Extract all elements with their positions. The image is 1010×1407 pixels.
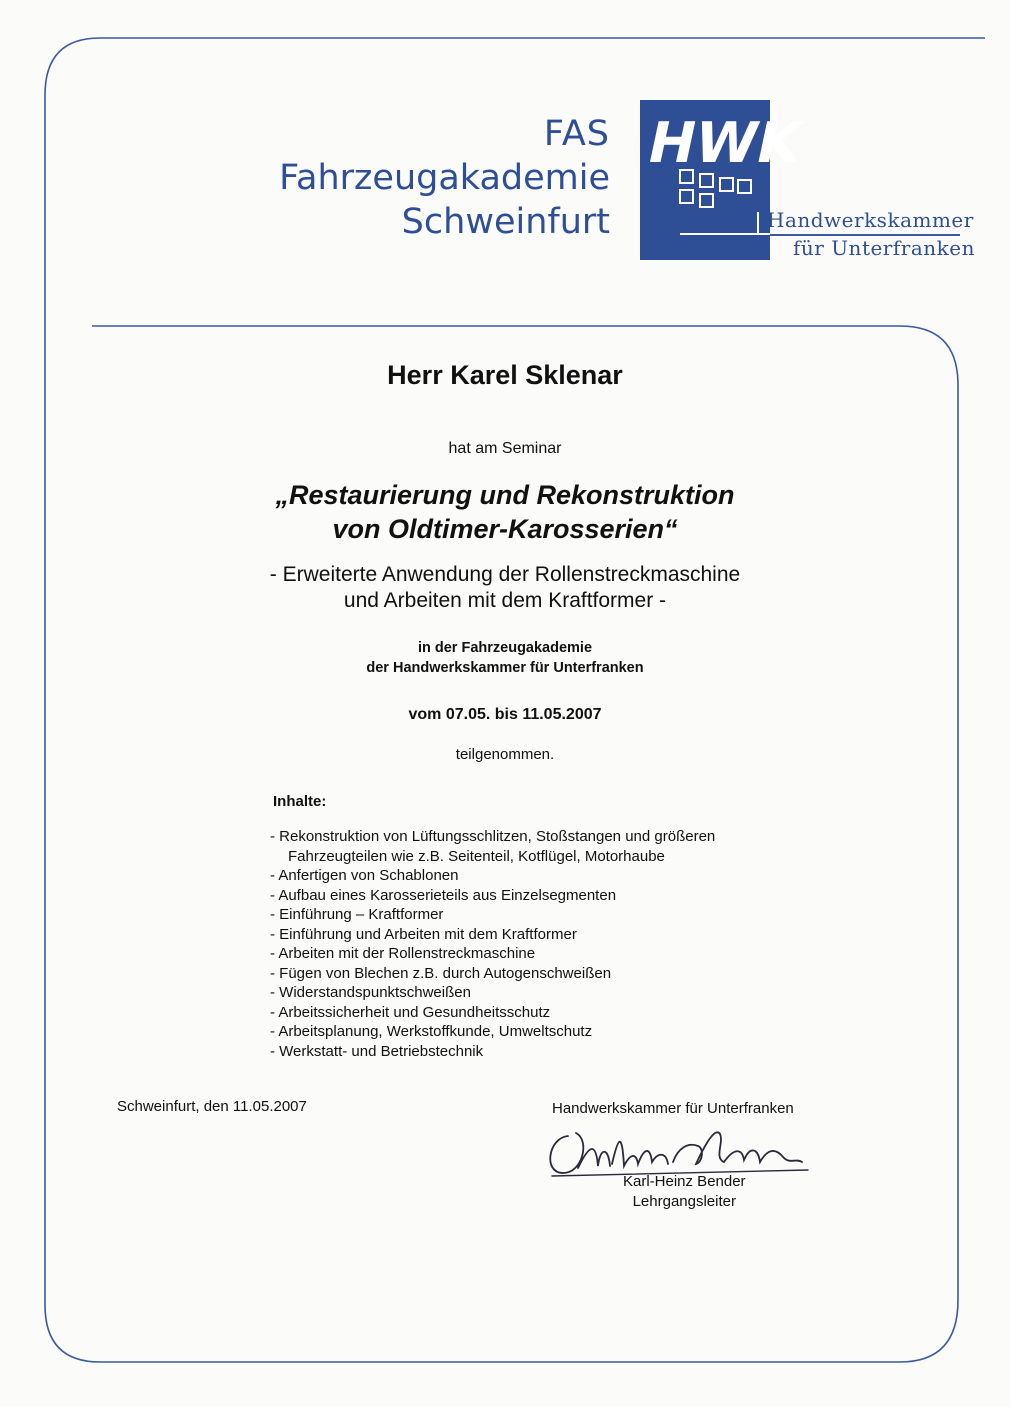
seminar-title (0, 478, 1010, 546)
list-item: - Einführung und Arbeiten mit dem Kraftformer (270, 925, 577, 943)
hwk-logo (640, 100, 808, 260)
list-item: - Fügen von Blechen z.B. durch Autogenschweißen (270, 964, 612, 982)
recipient-name: Herr Karel Sklenar (387, 360, 623, 390)
participated-text: teilgenommen. (455, 746, 555, 763)
contents-list (270, 827, 715, 1061)
list-item: - Anfertigen von Schablonen (270, 867, 459, 884)
signer-block (623, 1172, 746, 1212)
hwk-name-line2: für Unterfranken (793, 236, 975, 260)
seminar-dates: vom 07.05. bis 11.05.2007 (408, 706, 602, 723)
list-item: - Arbeiten mit der Rollenstreckmaschine (270, 945, 536, 962)
seminar-subtitle (0, 562, 1010, 614)
list-item: - Aufbau eines Karosserieteils aus Einzelsegmenten (270, 886, 617, 904)
list-item: - Arbeitsplanung, Werkstoffkunde, Umweltschutz (270, 1023, 593, 1040)
logo-letters: HWK (641, 110, 808, 176)
fas-name-line2: Schweinfurt (401, 202, 610, 242)
fas-name-line1: Fahrzeugakademie (279, 158, 610, 198)
contents-heading: Inhalte: (273, 793, 327, 810)
fas-abbreviation: FAS (543, 114, 610, 154)
list-item: - Werkstatt- und Betriebstechnik (270, 1042, 484, 1060)
list-item: Fahrzeugteilen wie z.B. Seitenteil, Kotflügel, Motorhaube (288, 847, 665, 865)
seminar-subtitle-line1: - Erweiterte Anwendung der Rollenstreckmaschine (269, 563, 741, 586)
hwk-name (767, 206, 975, 262)
signer-role: Lehrgangsleiter (632, 1193, 736, 1210)
signer-name: Karl-Heinz Bender (623, 1173, 746, 1190)
seminar-location (0, 638, 1010, 678)
hwk-name-line1: Handwerkskammer (767, 208, 974, 232)
seminar-title-line2: von Oldtimer-Karosserien“ (332, 514, 678, 544)
seminar-subtitle-line2: und Arbeiten mit dem Kraftformer - (343, 589, 667, 612)
issuing-organization: Handwerkskammer für Unterfranken (552, 1100, 794, 1117)
seminar-location-line2: der Handwerkskammer für Unterfranken (366, 660, 644, 676)
place-and-date: Schweinfurt, den 11.05.2007 (117, 1098, 307, 1115)
fas-header (279, 112, 610, 244)
seminar-title-line1: „Restaurierung und Rekonstruktion (275, 480, 735, 510)
list-item: - Arbeitssicherheit und Gesundheitsschutz (270, 1003, 551, 1021)
list-item: - Rekonstruktion von Lüftungsschlitzen, Stoßstangen und größeren (270, 828, 716, 845)
list-item: - Einführung – Kraftformer (270, 906, 444, 923)
list-item: - Widerstandspunktschweißen (270, 984, 471, 1001)
seminar-location-line1: in der Fahrzeugakademie (417, 640, 593, 656)
intro-text: hat am Seminar (448, 440, 562, 457)
